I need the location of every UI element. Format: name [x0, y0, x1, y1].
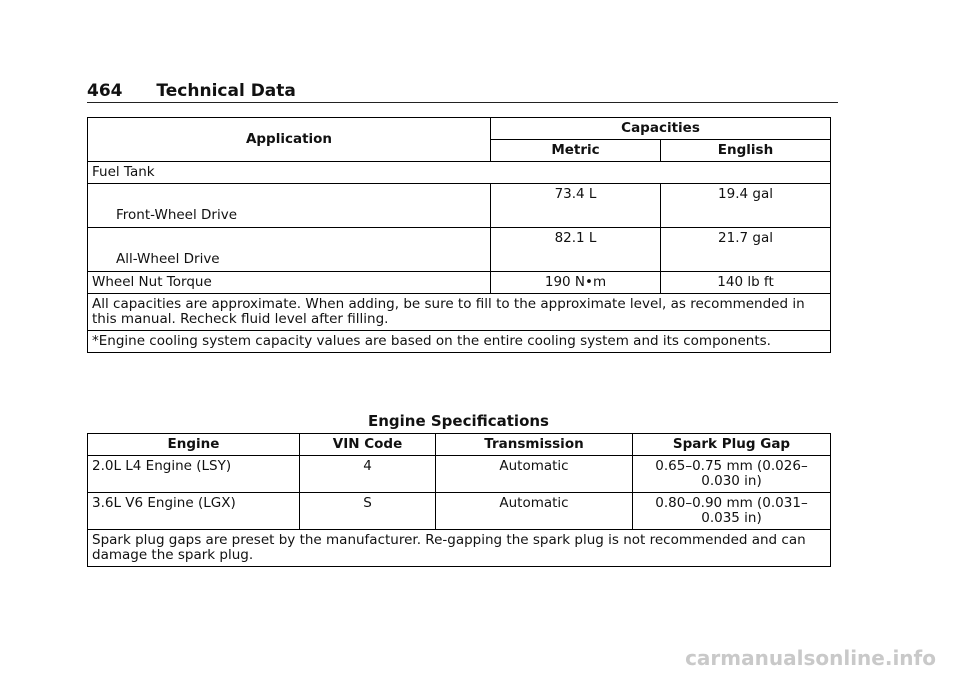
cooling-note: *Engine cooling system capacity values are based on the entire cooling system and its components. [88, 331, 831, 353]
table-row [88, 272, 831, 294]
metric-value: 190 N•m [491, 272, 661, 294]
metric-value: 82.1 L [491, 228, 661, 272]
engine-specs-title: Engine Specifications [368, 412, 549, 430]
transmission: Automatic [436, 493, 633, 530]
english-value: 21.7 gal [661, 228, 831, 272]
row-label: Wheel Nut Torque [88, 272, 491, 294]
page-header [87, 80, 838, 103]
capacity-note: All capacities are approximate. When adding, be sure to fill to the approximate level, as recommended in this manual. Recheck fluid level after filling. [88, 294, 831, 331]
fuel-tank-label: Fuel Tank [88, 162, 831, 184]
table-row [88, 456, 831, 493]
engine-specs-table [87, 433, 831, 567]
watermark: carmanualsonline.info [685, 646, 936, 670]
header-spark-plug-gap: Spark Plug Gap [633, 434, 831, 456]
table-row [88, 228, 831, 272]
row-label: Front-Wheel Drive [88, 184, 491, 228]
table-row [88, 184, 831, 228]
header-engine: Engine [88, 434, 300, 456]
engine-name: 3.6L V6 Engine (LGX) [88, 493, 300, 530]
header-metric: Metric [491, 140, 661, 162]
capacities-table [87, 117, 831, 353]
english-value: 140 lb ft [661, 272, 831, 294]
vin-code: S [300, 493, 436, 530]
header-english: English [661, 140, 831, 162]
table-row [88, 493, 831, 530]
header-vin-code: VIN Code [300, 434, 436, 456]
header-transmission: Transmission [436, 434, 633, 456]
spark-plug-note: Spark plug gaps are preset by the manufacturer. Re-gapping the spark plug is not recommended and can damage the spark plug. [88, 530, 831, 567]
header-application: Application [88, 118, 491, 162]
english-value: 19.4 gal [661, 184, 831, 228]
page-number: 464 [87, 81, 123, 101]
engine-name: 2.0L L4 Engine (LSY) [88, 456, 300, 493]
transmission: Automatic [436, 456, 633, 493]
vin-code: 4 [300, 456, 436, 493]
spark-plug-gap: 0.65–0.75 mm (0.026–0.030 in) [633, 456, 831, 493]
spark-plug-gap: 0.80–0.90 mm (0.031–0.035 in) [633, 493, 831, 530]
metric-value: 73.4 L [491, 184, 661, 228]
section-title: Technical Data [156, 81, 296, 101]
row-label: All-Wheel Drive [88, 228, 491, 272]
header-capacities: Capacities [491, 118, 831, 140]
